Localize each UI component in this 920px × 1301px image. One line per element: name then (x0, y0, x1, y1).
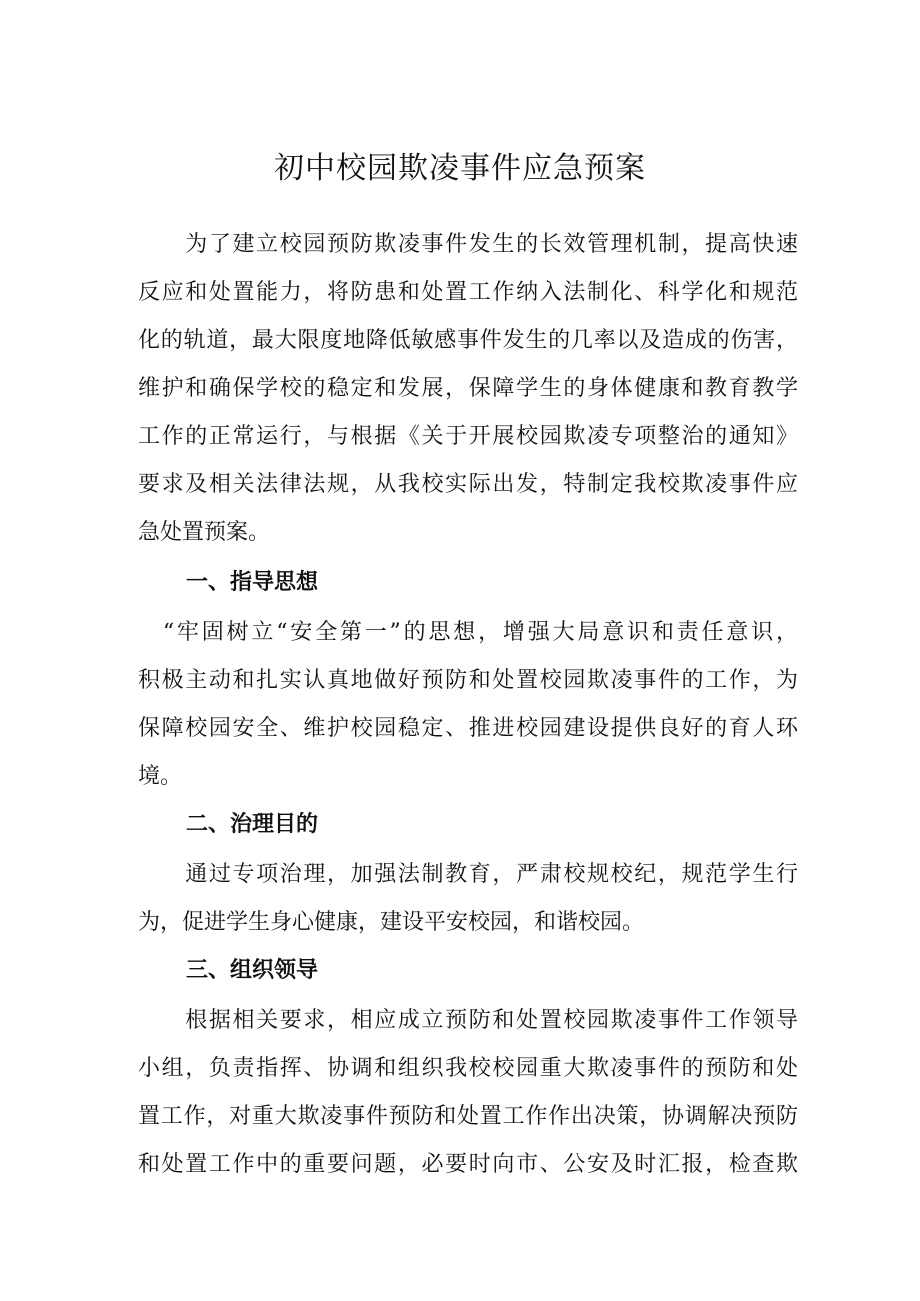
section-3-line-4: 和处置工作中的重要问题，必要时向市、公安及时汇报，检查欺 (138, 1152, 798, 1177)
section-heading-governance-purpose: 二、治理目的 (186, 812, 319, 837)
section-3-line-2: 小组，负责指挥、协调和组织我校校园重大欺凌事件的预防和处 (138, 1056, 798, 1081)
document-title: 初中校园欺凌事件应急预案 (274, 151, 646, 186)
intro-line-4: 维护和确保学校的稳定和发展，保障学生的身体健康和教育教学 (138, 376, 798, 401)
section-3-line-1: 根据相关要求，相应成立预防和处置校园欺凌事件工作领导 (138, 1008, 798, 1033)
section-1-line-2: 积极主动和扎实认真地做好预防和处置校园欺凌事件的工作，为 (138, 668, 798, 693)
intro-line-6: 要求及相关法律法规，从我校实际出发，特制定我校欺凌事件应 (138, 472, 798, 497)
intro-line-3: 化的轨道，最大限度地降低敏感事件发生的几率以及造成的伤害， (138, 328, 798, 353)
section-1-line-3: 保障校园安全、维护校园稳定、推进校园建设提供良好的育人环 (138, 716, 798, 741)
intro-line-5: 工作的正常运行，与根据《关于开展校园欺凌专项整治的通知》 (138, 424, 798, 449)
section-heading-guiding-ideology: 一、指导思想 (186, 570, 319, 595)
section-2-line-2: 为，促进学生身心健康，建设平安校园，和谐校园。 (138, 910, 645, 935)
section-heading-organization-leadership: 三、组织领导 (186, 958, 319, 983)
intro-line-1: 为了建立校园预防欺凌事件发生的长效管理机制，提高快速 (138, 232, 798, 257)
intro-line-7: 急处置预案。 (138, 520, 271, 545)
section-1-line-4: 境。 (138, 764, 183, 789)
section-1-line-1: “牢固树立“安全第一”的思想，增强大局意识和责任意识， (138, 620, 798, 645)
intro-line-2: 反应和处置能力，将防患和处置工作纳入法制化、科学化和规范 (138, 280, 798, 305)
section-3-line-3: 置工作，对重大欺凌事件预防和处置工作作出决策，协调解决预防 (138, 1104, 798, 1129)
section-2-line-1: 通过专项治理，加强法制教育，严肃校规校纪，规范学生行 (138, 862, 798, 887)
